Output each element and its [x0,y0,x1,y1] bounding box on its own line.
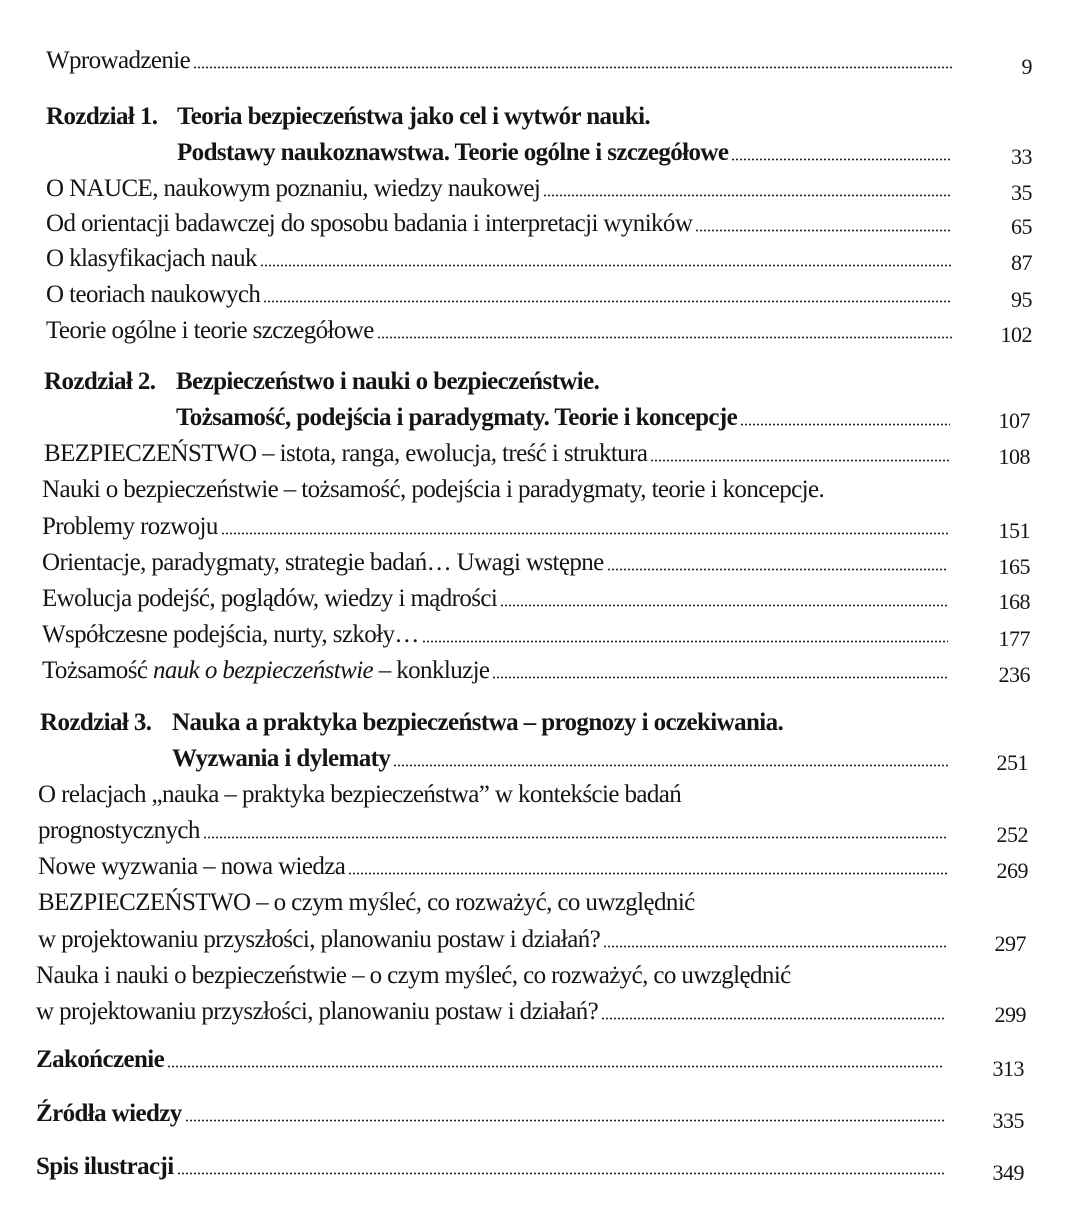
toc-entry[interactable]: Nowe wyzwania – nowa wiedza [38,848,948,882]
page-number: 252 [996,822,1028,847]
dot-leader [177,1172,944,1175]
dot-leader [422,640,948,643]
chapter-3-heading[interactable] [40,704,151,738]
page-number: 269 [996,858,1028,883]
dot-leader [695,229,952,232]
page-number: 349 [992,1160,1024,1185]
dot-leader [543,194,952,197]
toc-entry[interactable]: Od orientacji badawczej do sposobu badania i interpretacji wyników [46,205,952,239]
dot-leader [492,676,948,679]
dot-leader [203,836,948,839]
dot-leader [500,604,948,607]
dot-leader [603,945,946,948]
page-number: 102 [1000,322,1032,347]
toc-entry[interactable]: O teoriach naukowych [46,276,952,310]
toc-entry[interactable]: Współczesne podejścia, nurty, szkoły… [42,616,948,650]
page-number: 87 [1011,250,1032,275]
toc-entry-line2[interactable]: prognostycznych [38,812,948,846]
page-number: 95 [1011,287,1032,312]
chapter-1-title-line2[interactable]: Podstawy naukoznawstwa. Teorie ogólne i szczegółowe [177,134,952,168]
dot-leader [607,568,948,571]
page-number: 313 [992,1056,1024,1081]
page-number: 9 [1021,54,1032,79]
dot-leader [167,1065,944,1068]
page-number: 335 [992,1108,1024,1133]
toc-entry-line1[interactable]: BEZPIECZEŃSTWO – o czym myśleć, co rozważyć, co uwzględnić [38,889,695,916]
toc-entry-title: Wprowadzenie [46,47,191,74]
toc-entry-line2[interactable]: w projektowaniu przyszłości, planowaniu postaw i działań? [36,993,946,1027]
dot-leader [740,423,950,426]
page-number: 299 [994,1002,1026,1027]
toc-entry[interactable]: BEZPIECZEŃSTWO – istota, ranga, ewolucja, treść i struktura [44,435,950,469]
chapter-1-title-line1: Teoria bezpieczeństwa jako cel i wytwór nauki. [177,103,651,130]
dot-leader [260,264,952,267]
toc-entry[interactable]: O klasyfikacjach nauk [46,240,952,274]
page-number: 236 [998,662,1030,687]
toc-entry-line2[interactable]: Problemy rozwoju [42,508,948,542]
chapter-1-heading[interactable] [46,98,157,132]
chapter-label: Rozdział 3. [40,709,152,736]
chapter-3-title-line1: Nauka a praktyka bezpieczeństwa – prognozy i oczekiwania. [172,709,784,736]
dot-leader [193,66,952,69]
chapter-3-title-line2[interactable]: Wyzwania i dylematy [172,740,948,774]
toc-entry-line2[interactable]: w projektowaniu przyszłości, planowaniu postaw i działań? [38,921,946,955]
toc-entry-line1[interactable]: O relacjach „nauka – praktyka bezpieczeństwa” w kontekście badań [38,781,682,808]
dot-leader [348,872,948,875]
toc-entry-line1[interactable]: Nauka i nauki o bezpieczeństwie – o czym myśleć, co rozważyć, co uwzględnić [36,962,791,989]
toc-entry[interactable]: Teorie ogólne i teorie szczegółowe [46,312,952,346]
toc-entry[interactable]: Orientacje, paradygmaty, strategie badań… Uwagi wstępne [42,544,948,578]
page-number: 108 [998,444,1030,469]
page-number: 151 [998,518,1030,543]
page-number: 35 [1011,180,1032,205]
toc-entry[interactable]: O NAUCE, naukowym poznaniu, wiedzy naukowej [46,170,952,204]
dot-leader [393,764,948,767]
dot-leader [601,1017,946,1020]
page-number: 165 [998,554,1030,579]
toc-entry-line1[interactable]: Nauki o bezpieczeństwie – tożsamość, podejścia i paradygmaty, teorie i koncepcje. [42,476,825,503]
toc-entry-ending[interactable]: Zakończenie [36,1041,944,1075]
page-number: 107 [998,408,1030,433]
toc-entry-intro[interactable] [46,42,952,76]
toc-entry[interactable]: Ewolucja podejść, poglądów, wiedzy i mądrości [42,580,948,614]
dot-leader [221,532,948,535]
toc-entry[interactable]: Tożsamość nauk o bezpieczeństwie – konkluzje [42,652,948,686]
page-number: 251 [996,750,1028,775]
chapter-label: Rozdział 1. [46,103,158,130]
chapter-2-title-line1: Bezpieczeństwo i nauki o bezpieczeństwie. [176,368,600,395]
chapter-label: Rozdział 2. [44,368,156,395]
toc-entry-sources[interactable]: Źródła wiedzy [36,1095,944,1129]
dot-leader [263,300,952,303]
toc-entry-illustrations[interactable]: Spis ilustracji [36,1148,944,1182]
page-number: 297 [994,931,1026,956]
page-number: 177 [998,626,1030,651]
dot-leader [731,158,952,161]
page-number: 168 [998,589,1030,614]
page-number: 65 [1011,214,1032,239]
dot-leader [650,459,950,462]
dot-leader [185,1119,944,1122]
page-number: 33 [1011,144,1032,169]
dot-leader [377,336,952,339]
chapter-2-heading[interactable] [44,363,155,397]
chapter-2-title-line2[interactable]: Tożsamość, podejścia i paradygmaty. Teorie i koncepcje [176,399,950,433]
